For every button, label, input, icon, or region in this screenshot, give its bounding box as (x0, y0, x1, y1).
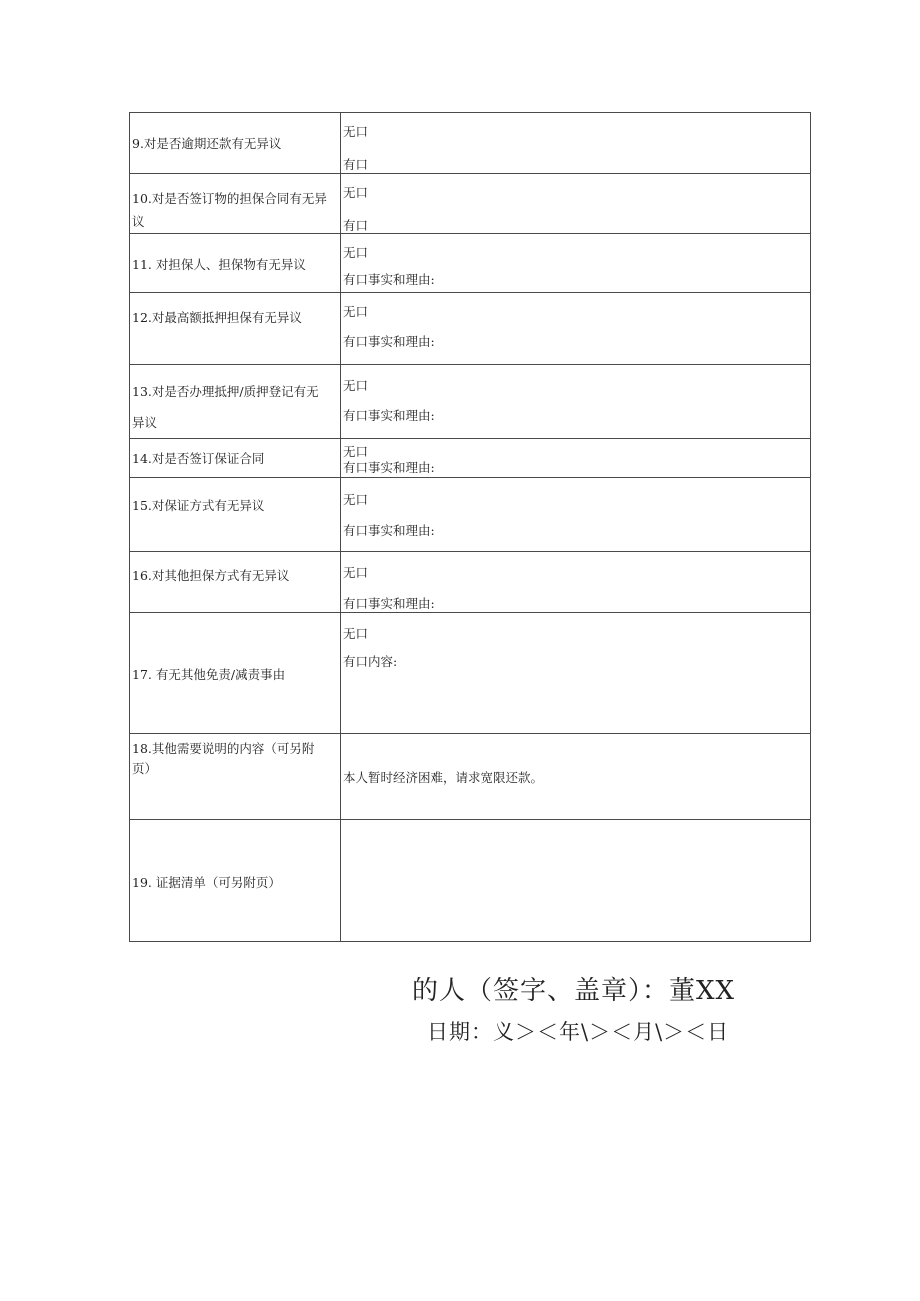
option-none-15[interactable]: 无口 (343, 492, 369, 507)
question-text-14: 14.对是否签订保证合同 (132, 451, 265, 466)
answer-cell-15 (341, 478, 811, 552)
option-none-16[interactable]: 无口 (343, 565, 369, 580)
form-row-16 (130, 552, 811, 613)
option-yes-11[interactable]: 有口事实和理由: (343, 272, 435, 287)
option-yes-15[interactable]: 有口事实和理由: (343, 523, 435, 538)
question-cell-12 (130, 293, 341, 365)
form-row-11 (130, 234, 811, 293)
question-cell-14 (130, 439, 341, 478)
question-cell-16 (130, 552, 341, 613)
answer-cell-19[interactable] (341, 820, 811, 942)
question-cell-18 (130, 734, 341, 820)
form-row-12 (130, 293, 811, 365)
question-text-9: 9.对是否逾期还款有无异议 (132, 136, 282, 151)
question-cell-9 (130, 113, 341, 174)
option-none-10[interactable]: 无口 (343, 185, 369, 200)
option-none-11[interactable]: 无口 (343, 245, 369, 260)
option-none-17[interactable]: 无口 (343, 626, 369, 641)
option-none-12[interactable]: 无口 (343, 304, 369, 319)
question-cell-13 (130, 365, 341, 439)
question-text-10: 10.对是否签订物的担保合同有无异议 (132, 191, 327, 229)
answer-cell-9 (341, 113, 811, 174)
question-cell-19 (130, 820, 341, 942)
answer-cell-17 (341, 613, 811, 734)
option-none-9[interactable]: 无口 (343, 124, 369, 139)
question-text-11: 11. 对担保人、担保物有无异议 (132, 257, 306, 272)
option-none-14[interactable]: 无口 (343, 444, 369, 459)
question-text-15: 15.对保证方式有无异议 (132, 498, 265, 513)
form-row-18 (130, 734, 811, 820)
question-cell-15 (130, 478, 341, 552)
question-text-18: 18.其他需要说明的内容（可另附页） (132, 741, 315, 776)
form-row-17 (130, 613, 811, 734)
option-yes-16[interactable]: 有口事实和理由: (343, 596, 435, 611)
answer-cell-11 (341, 234, 811, 293)
option-yes-13[interactable]: 有口事实和理由: (343, 408, 435, 423)
option-yes-12[interactable]: 有口事实和理由: (343, 334, 435, 349)
response-form-table (129, 112, 811, 942)
form-row-19 (130, 820, 811, 942)
question-text-17: 17. 有无其他免责/减责事由 (132, 667, 286, 682)
answer-cell-13 (341, 365, 811, 439)
option-yes-17[interactable]: 有口内容: (343, 654, 398, 669)
form-row-13 (130, 365, 811, 439)
answer-cell-10 (341, 174, 811, 234)
form-row-15 (130, 478, 811, 552)
question-text-19: 19. 证据清单（可另附页） (132, 875, 281, 890)
answer-text-18[interactable]: 本人暂时经济困难，请求宽限还款。 (343, 770, 544, 785)
question-text-13: 13.对是否办理抵押/质押登记有无异议 (132, 384, 319, 430)
option-yes-14[interactable]: 有口事实和理由: (343, 460, 435, 475)
form-row-9 (130, 113, 811, 174)
option-yes-10[interactable]: 有口 (343, 218, 369, 233)
answer-cell-12 (341, 293, 811, 365)
answer-cell-18 (341, 734, 811, 820)
option-yes-9[interactable]: 有口 (343, 157, 369, 172)
question-cell-11 (130, 234, 341, 293)
question-cell-17 (130, 613, 341, 734)
answer-cell-16 (341, 552, 811, 613)
answer-cell-14 (341, 439, 811, 478)
date-line: 日期：义＞＜年\＞＜月\＞＜日 (427, 1020, 730, 1044)
form-row-10 (130, 174, 811, 234)
signature-line: 的人（签字、盖章）：董XX (412, 976, 736, 1006)
question-cell-10 (130, 174, 341, 234)
question-text-16: 16.对其他担保方式有无异议 (132, 568, 290, 583)
question-text-12: 12.对最高额抵押担保有无异议 (132, 310, 302, 325)
option-none-13[interactable]: 无口 (343, 378, 369, 393)
form-row-14 (130, 439, 811, 478)
